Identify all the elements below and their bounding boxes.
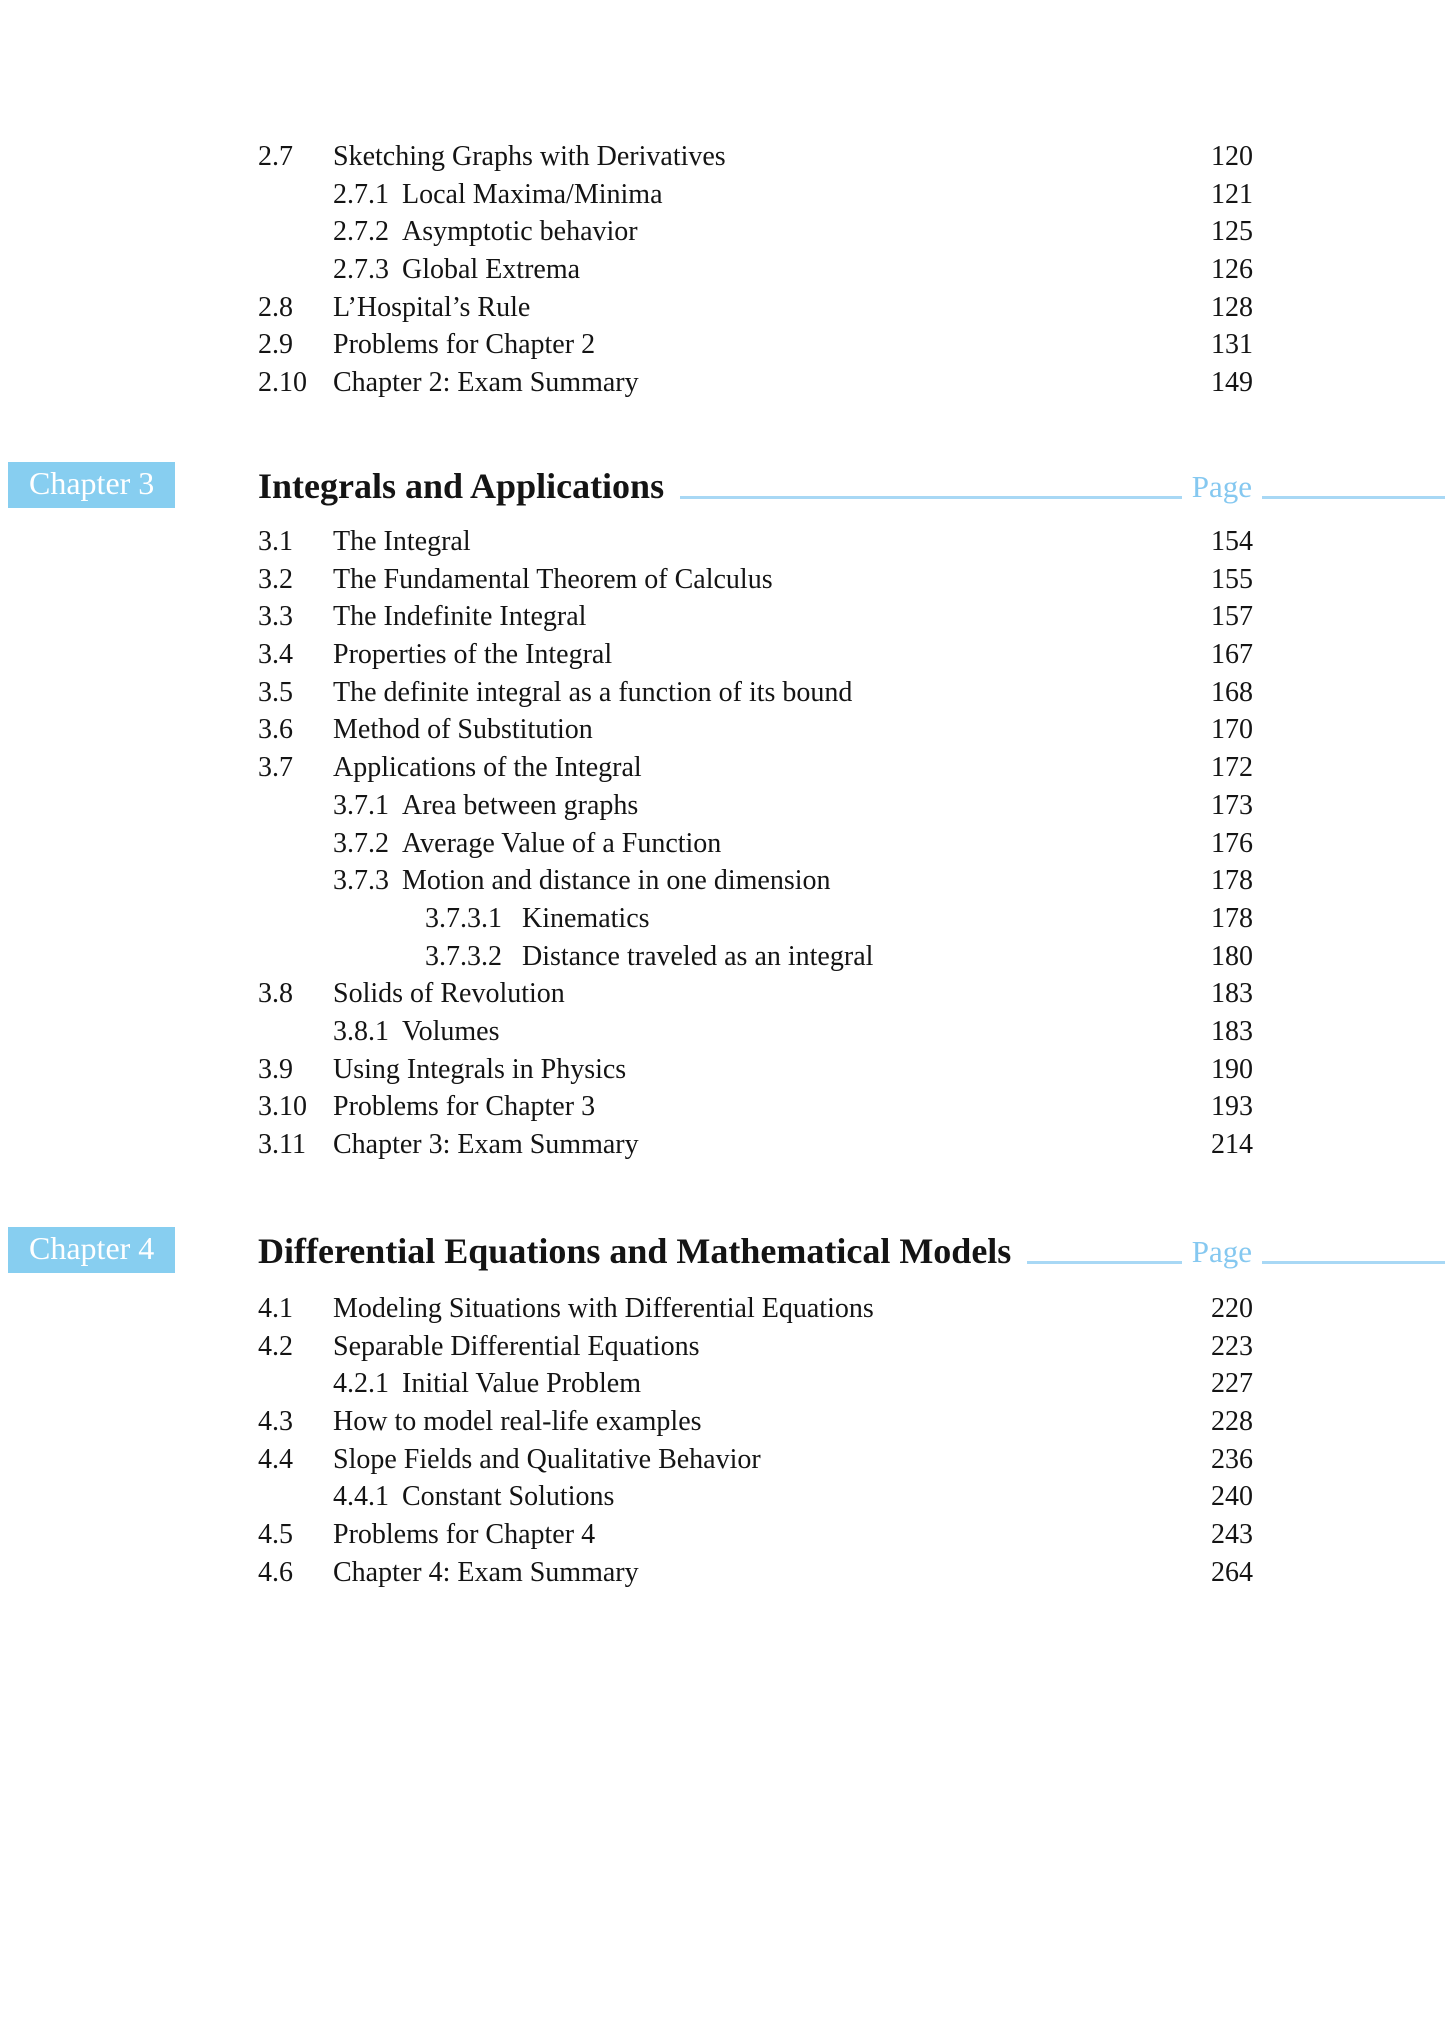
entry-page-number: 236	[1211, 1443, 1253, 1475]
page-column-label: Page	[1191, 469, 1252, 504]
entry-number: 3.3	[258, 601, 293, 633]
entry-title: Solids of Revolution	[333, 978, 565, 1010]
entry-title: Initial Value Problem	[402, 1368, 641, 1400]
toc-entry	[258, 326, 1253, 364]
entry-title: Chapter 4: Exam Summary	[333, 1556, 639, 1588]
entry-title: Modeling Situations with Differential Equations	[333, 1293, 874, 1324]
entry-number: 3.1	[258, 526, 293, 557]
toc-entry	[258, 289, 1253, 327]
entry-number: 3.7.3.1	[425, 902, 502, 934]
entry-title: Slope Fields and Qualitative Behavior	[333, 1443, 761, 1475]
toc-entry	[258, 1088, 1253, 1126]
entry-page-number: 173	[1211, 789, 1253, 821]
entry-title: Separable Differential Equations	[333, 1330, 700, 1362]
entry-page-number: 154	[1211, 526, 1253, 557]
entry-page-number: 128	[1211, 291, 1253, 323]
entry-number: 3.8.1	[333, 1015, 389, 1047]
entry-number: 3.7.3	[333, 865, 389, 897]
entry-title: Problems for Chapter 3	[333, 1091, 596, 1123]
heading-rule-end	[1262, 496, 1445, 499]
toc-entry	[258, 1478, 1253, 1516]
entry-title: The definite integral as a function of its bound	[333, 676, 853, 708]
entry-page-number: 170	[1211, 714, 1253, 746]
chapter-3-heading	[0, 462, 1445, 509]
entry-page-number: 264	[1211, 1556, 1253, 1588]
toc-entry	[258, 711, 1253, 749]
entry-number: 2.7.3	[333, 254, 389, 286]
entry-page-number: 121	[1211, 178, 1253, 210]
entry-number: 4.2.1	[333, 1368, 389, 1400]
entry-number: 3.7	[258, 752, 293, 784]
entry-title: Distance traveled as an integral	[522, 940, 874, 972]
toc-entry	[258, 1516, 1253, 1554]
entry-number: 3.8	[258, 978, 293, 1010]
toc-entry	[258, 636, 1253, 674]
toc-entry	[258, 561, 1253, 599]
entry-page-number: 214	[1211, 1129, 1253, 1160]
entry-number: 4.4	[258, 1443, 293, 1475]
entry-title: Sketching Graphs with Derivatives	[333, 141, 726, 172]
toc-entry	[258, 825, 1253, 863]
toc-entries-chapter-2	[258, 138, 1253, 402]
entry-page-number: 227	[1211, 1368, 1253, 1400]
entry-number: 3.7.2	[333, 827, 389, 859]
entry-number: 4.5	[258, 1519, 293, 1551]
toc-entry	[258, 900, 1253, 938]
toc-entry	[258, 1013, 1253, 1051]
entry-title: Chapter 2: Exam Summary	[333, 367, 639, 399]
entry-page-number: 240	[1211, 1481, 1253, 1513]
entry-page-number: 126	[1211, 254, 1253, 286]
toc-entry	[258, 1441, 1253, 1479]
entry-title: Applications of the Integral	[333, 752, 642, 784]
entry-page-number: 183	[1211, 978, 1253, 1010]
toc-entry	[258, 674, 1253, 712]
toc-entry	[258, 749, 1253, 787]
toc-entry	[258, 1365, 1253, 1403]
entry-page-number: 125	[1211, 216, 1253, 248]
entry-page-number: 178	[1211, 865, 1253, 897]
entry-number: 3.7.3.2	[425, 940, 502, 972]
entry-number: 2.9	[258, 329, 293, 361]
page-column-label: Page	[1191, 1234, 1252, 1269]
entry-number: 3.5	[258, 676, 293, 708]
chapter-4-heading	[0, 1227, 1445, 1274]
entry-title: The Fundamental Theorem of Calculus	[333, 563, 773, 595]
entry-title: Kinematics	[522, 902, 650, 934]
entry-title: Area between graphs	[402, 789, 639, 821]
toc-entry	[258, 364, 1253, 402]
entry-page-number: 172	[1211, 752, 1253, 784]
toc-entry	[258, 938, 1253, 976]
entry-number: 2.10	[258, 367, 307, 399]
entry-title: Motion and distance in one dimension	[402, 865, 831, 897]
toc-entry	[258, 1328, 1253, 1366]
heading-rule-end	[1262, 1261, 1445, 1264]
entry-page-number: 193	[1211, 1091, 1253, 1123]
entry-number: 3.9	[258, 1053, 293, 1085]
chapter-4-badge: Chapter 4	[8, 1227, 175, 1273]
entry-page-number: 176	[1211, 827, 1253, 859]
toc-entry	[258, 1290, 1253, 1328]
chapter-4-title: Differential Equations and Mathematical Models	[258, 1231, 1012, 1271]
heading-rule	[680, 496, 1182, 499]
entry-page-number: 220	[1211, 1293, 1253, 1324]
toc-entry	[258, 523, 1253, 561]
toc-entry	[258, 213, 1253, 251]
entry-page-number: 180	[1211, 940, 1253, 972]
entry-page-number: 131	[1211, 329, 1253, 361]
entry-title: Constant Solutions	[402, 1481, 615, 1513]
heading-rule	[1027, 1261, 1181, 1264]
entry-title: Asymptotic behavior	[402, 216, 638, 248]
entry-number: 3.6	[258, 714, 293, 746]
toc-entry	[258, 598, 1253, 636]
toc-entry	[258, 176, 1253, 214]
entry-title: Average Value of a Function	[402, 827, 722, 859]
entry-page-number: 120	[1211, 141, 1253, 172]
entry-title: The Indefinite Integral	[333, 601, 587, 633]
entry-page-number: 168	[1211, 676, 1253, 708]
entry-title: L’Hospital’s Rule	[333, 291, 531, 323]
toc-entry	[258, 138, 1253, 176]
entry-number: 3.10	[258, 1091, 307, 1123]
entry-title: Volumes	[402, 1015, 500, 1047]
toc-entry	[258, 1051, 1253, 1089]
toc-entry	[258, 787, 1253, 825]
entry-number: 3.4	[258, 639, 293, 671]
toc-entry	[258, 862, 1253, 900]
entry-title: The Integral	[333, 526, 471, 557]
toc-entry	[258, 1126, 1253, 1164]
entry-number: 3.7.1	[333, 789, 389, 821]
entry-page-number: 157	[1211, 601, 1253, 633]
entry-page-number: 167	[1211, 639, 1253, 671]
entry-page-number: 190	[1211, 1053, 1253, 1085]
entry-title: Chapter 3: Exam Summary	[333, 1129, 639, 1160]
entry-number: 2.7.2	[333, 216, 389, 248]
entry-title: Problems for Chapter 2	[333, 329, 596, 361]
entry-title: Local Maxima/Minima	[402, 178, 663, 210]
entry-number: 4.3	[258, 1406, 293, 1438]
entry-title: Method of Substitution	[333, 714, 593, 746]
entry-page-number: 183	[1211, 1015, 1253, 1047]
entry-page-number: 149	[1211, 367, 1253, 399]
toc-entry	[258, 251, 1253, 289]
entry-number: 3.2	[258, 563, 293, 595]
entry-title: Problems for Chapter 4	[333, 1519, 596, 1551]
entry-number: 4.6	[258, 1556, 293, 1588]
entry-page-number: 155	[1211, 563, 1253, 595]
toc-entries-chapter-3	[258, 523, 1253, 1164]
toc-entry	[258, 1554, 1253, 1592]
entry-title: Properties of the Integral	[333, 639, 613, 671]
entry-number: 4.1	[258, 1293, 293, 1324]
entry-page-number: 243	[1211, 1519, 1253, 1551]
entry-page-number: 228	[1211, 1406, 1253, 1438]
entry-number: 2.7	[258, 141, 293, 172]
entry-page-number: 223	[1211, 1330, 1253, 1362]
toc-entry	[258, 1403, 1253, 1441]
entry-number: 4.2	[258, 1330, 293, 1362]
toc-entries-chapter-4	[258, 1290, 1253, 1592]
toc-entry	[258, 975, 1253, 1013]
entry-page-number: 178	[1211, 902, 1253, 934]
chapter-3-badge: Chapter 3	[8, 462, 175, 508]
entry-title: Using Integrals in Physics	[333, 1053, 627, 1085]
entry-number: 2.8	[258, 291, 293, 323]
entry-number: 3.11	[258, 1129, 306, 1160]
entry-number: 2.7.1	[333, 178, 389, 210]
entry-title: How to model real-life examples	[333, 1406, 702, 1438]
entry-title: Global Extrema	[402, 254, 581, 286]
entry-number: 4.4.1	[333, 1481, 389, 1513]
chapter-3-title: Integrals and Applications	[258, 466, 665, 506]
